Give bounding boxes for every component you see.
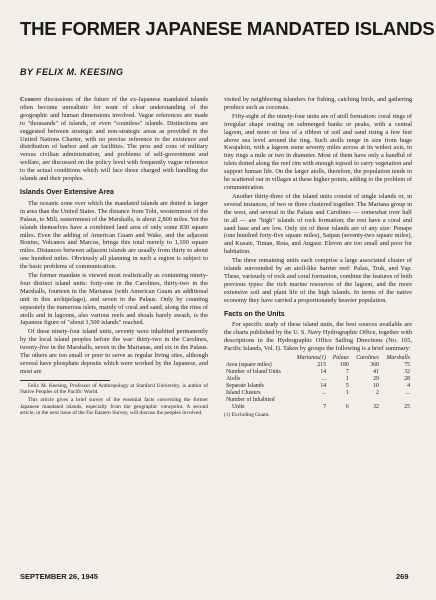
table-cell: 28 — [404, 376, 410, 383]
table-row — [224, 404, 412, 411]
table-header-cell: Palaus — [332, 355, 349, 362]
table-cell — [291, 397, 329, 404]
paragraph: Fifty-eight of the ninety-four units are of atoll formation: coral rings of irregular shape resting on submerged banks or peaks, with a central lagoon, and more or less of a ribbon of soil and sand rising a few feet above sea level around the ring. Such atolls range in size from huge Kwajalein, with a lagoon some seventy miles across at its widest axis, to tiny rings a mile or two in diameter. Most of them have only a handful of islets dotted along the reef rim with enough topsoil to carry vegetation and support human life. On the larger atolls, therefore, the population tends to be scattered out in villages at these higher points, adding to the problem of communication. — [224, 112, 412, 191]
paragraph: visited by neighboring islanders for fishing, catching birds, and gathering produce such as coconuts. — [224, 96, 412, 111]
island-units-table — [224, 355, 412, 411]
section-heading-islands: Islands Over Extensive Area — [20, 188, 114, 196]
table-cell: Atolls — [226, 376, 241, 383]
footnote-author: Felix M. Keesing, Professor of Anthropology at Stanford University, is author of Native Peoples of the Pacific World. — [20, 382, 208, 396]
table-cell: 360 — [370, 362, 379, 369]
paragraph: The oceanic zone over which the mandated islands are dotted is larger in area than the United States. The distance from Tobi, westernmost of the Palaus, to Mili, easternmost of the Marshalls, is about 2,800 miles. Yet the islands themselves have a combined land area of only some 830 square miles. Even the adding of American Guam and Wake, and the adjacent Bonins, Volcanos and Marcus, brings this total merely to 1,100 square miles. Distances between adjacent islands are usually from thirty to about one hundred miles. Obviously all planning in such a region is subject to the basic problems of communication. — [20, 199, 208, 271]
table-cell: 7 — [345, 369, 349, 376]
table-cell: 1 — [345, 376, 349, 383]
paragraph: For specific study of these island units, the best sources available are the charts published by the U. S. Navy Hydrographic Office, together with descriptions in the Hydrographic Office Sailing Directions (No. 165, Pacific Islands, Vol. I). Taken by groups the following is a brief summary: — [224, 321, 412, 353]
table-cell: 14 — [320, 369, 327, 376]
table-cell: 215 — [317, 362, 327, 369]
table-cell: 7 — [323, 404, 327, 411]
table-cell: Island Clusters — [226, 390, 261, 397]
table-header-cell: Marianas(1) — [296, 355, 327, 362]
page-number: 269 — [396, 572, 409, 581]
table-cell: ... — [321, 390, 327, 397]
table-note: (1) Excluding Guam. — [224, 412, 270, 419]
intro-lead-word: Current — [20, 96, 42, 103]
section-heading-facts: Facts on the Units — [224, 310, 285, 318]
paragraph: The three remaining units each comprise a large associated cluster of islands surrounded by an atoll-like barrier reef: Palau, Truk, and Yap. These, variously of rock and coral formation, combine the features of both previous types: the rich marine resources of the lagoon, and the more extensive soil and plant life of the high islands. In terms of the native economy they have carried a proportionately heavier population. — [224, 257, 412, 304]
table-row — [224, 376, 412, 383]
table-cell: 180 — [340, 362, 349, 369]
table-header-cell: Carolines — [356, 355, 379, 362]
table-cell: 75 — [404, 362, 410, 369]
table-row — [224, 369, 412, 376]
table-cell: 41 — [373, 369, 379, 376]
table-cell: 25 — [404, 404, 410, 411]
article-title: THE FORMER JAPANESE MANDATED ISLANDS — [20, 18, 435, 39]
table-cell: ... — [321, 376, 327, 383]
table-row — [224, 397, 412, 404]
table-cell — [381, 397, 412, 404]
paragraph: Of these ninety-four island units, seventy were inhabited permanently by the local island peoples before the war: thirty-two in the Carolines, twenty-five in the Marshalls, seven in the Marianas, and six in the Palaus. The others are too small or poor to serve as regular living sites, although several have phosphate deposits which were worked by the Japanese, and most are — [20, 328, 208, 375]
table-header-cell: Marshalls — [386, 355, 410, 362]
table-cell: 2 — [376, 390, 379, 397]
table-cell: 6 — [345, 404, 349, 411]
footer-date: SEPTEMBER 26, 1945 — [20, 572, 98, 581]
byline: BY FELIX M. KEESING — [20, 67, 124, 77]
intro-text: discussions of the future of the ex-Japanese mandated islands often become unrealistic for want of clear understanding of the geographic and human dimensions involved. Vague references are made to "thousands" of islands, or even "countless" islands. Distinctions are suggested between strategic and non-strategic areas as provided in the United Nations Charter, with no precise reference to the existence and distribution of harbor and air facilities. The pros and cons of military versus civilian administration, and problems of self-government and welfare, are discussed on the policy level with frequently vague reference to the actual conditions which will face those charged with handling the islands and their peoples. — [20, 96, 208, 183]
table-cell: 32 — [404, 369, 410, 376]
paragraph: The former mandate is viewed most realistically as containing ninety-four distinct island units: forty-one in the Carolines, thirty-two in the Marshalls, fourteen in the Marianas (with American Guam an additional unit in this archipelago), and seven in the Palaus. Only by counting separately the numerous islets, mainly of coral and sand, along the rims of atolls and in lagoons, also various reefs and shoals barely awash, is the Japanese figure of "about 1,500 islands" reached. — [20, 272, 208, 327]
table-cell: 4 — [407, 383, 410, 390]
table-cell: 14 — [320, 383, 327, 390]
footnote-article: This article gives a brief survey of the essential facts concerning the former Japanese mandated islands, especially from the geographic viewpoint. A second article, in the next issue of the Far Eastern Survey, will discuss the peoples involved. — [20, 397, 208, 417]
table-cell: 29 — [373, 376, 379, 383]
table-cell: Units — [232, 404, 245, 411]
table-cell: 32 — [373, 404, 379, 411]
table-cell: 10 — [373, 383, 379, 390]
footnote-divider — [20, 380, 110, 381]
table-cell: ... — [405, 390, 410, 397]
paragraph: Another thirty-three of the island units consist of single islands or, in several instances, of two or three clustered together. The Mariana group in the west, and several in the Palaus and Carolines — somewhat over half in all — are "high" islands of rock formation; the rest have a coral and sand base and are low. Only six of these islands are of any size: Ponape (one hundred forty-five square miles), Saipan (seventy-two square miles), and Kusaie, Tinian, Rota, and Angaur. Eleven are too small and poor for habitation. — [224, 192, 412, 256]
table-cell — [351, 397, 381, 404]
table-cell: Number of Inhabited — [226, 397, 275, 404]
table-cell: 1 — [345, 390, 349, 397]
right-column — [224, 96, 412, 420]
table-cell — [328, 397, 351, 404]
table-cell: Number of Island Units — [226, 369, 281, 376]
table-cell: Area (square miles) — [226, 362, 272, 369]
table-cell: 5 — [345, 383, 349, 390]
table-cell: Separate Islands — [226, 383, 264, 390]
table-row — [224, 383, 412, 390]
left-column — [20, 96, 208, 418]
intro-paragraph — [20, 96, 208, 183]
